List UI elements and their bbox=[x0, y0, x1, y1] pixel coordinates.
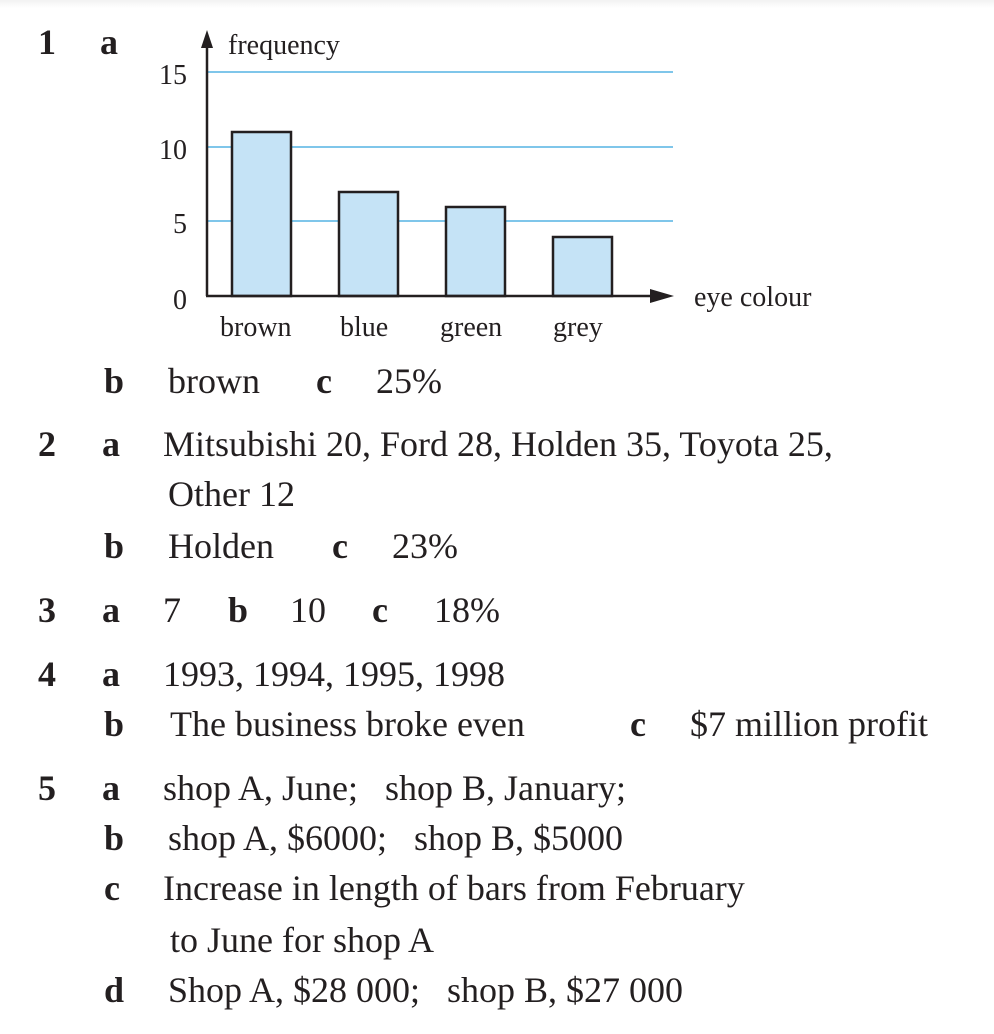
question-4b-label: b bbox=[104, 704, 125, 744]
question-3a-label: a bbox=[102, 590, 120, 630]
question-1-number: 1 bbox=[38, 22, 56, 62]
question-5b-label: b bbox=[104, 818, 125, 858]
question-1b-answer: brown bbox=[168, 361, 260, 401]
x-tick-blue: blue bbox=[340, 312, 389, 343]
question-2a-answer-line1: Mitsubishi 20, Ford 28, Holden 35, Toyota 25, bbox=[163, 424, 833, 464]
question-4-number: 4 bbox=[38, 654, 56, 694]
bar-brown bbox=[232, 132, 291, 296]
question-2-number: 2 bbox=[38, 424, 56, 464]
eye-colour-bar-chart bbox=[0, 0, 994, 360]
y-tick-10: 10 bbox=[159, 135, 187, 166]
y-tick-5: 5 bbox=[173, 209, 187, 240]
question-5b-answer: shop A, $6000; shop B, $5000 bbox=[168, 818, 624, 858]
question-1b-label: b bbox=[104, 361, 125, 401]
question-2a-answer-line2: Other 12 bbox=[168, 474, 295, 514]
question-1a-label: a bbox=[100, 22, 118, 62]
question-1c-answer: 25% bbox=[376, 361, 442, 401]
question-3b-answer: 10 bbox=[290, 590, 326, 630]
question-4c-label: c bbox=[630, 704, 646, 744]
question-3c-label: c bbox=[372, 590, 388, 630]
x-axis-label: eye colour bbox=[694, 282, 812, 313]
y-axis-label: frequency bbox=[228, 30, 340, 61]
x-tick-brown: brown bbox=[220, 312, 292, 343]
question-2b-label: b bbox=[104, 526, 125, 566]
question-2c-label: c bbox=[332, 526, 348, 566]
x-axis-arrow-icon bbox=[650, 289, 674, 303]
bar-blue bbox=[339, 192, 398, 296]
question-5a-label: a bbox=[102, 768, 120, 808]
question-4b-answer: The business broke even bbox=[170, 704, 525, 744]
question-4a-label: a bbox=[102, 654, 120, 694]
y-tick-0: 0 bbox=[173, 285, 187, 316]
x-tick-grey: grey bbox=[553, 312, 603, 343]
y-axis-arrow-icon bbox=[201, 30, 213, 48]
question-4c-answer: $7 million profit bbox=[690, 704, 928, 744]
question-5d-label: d bbox=[104, 970, 125, 1010]
question-2a-label: a bbox=[102, 424, 120, 464]
question-3b-label: b bbox=[228, 590, 249, 630]
question-5c-label: c bbox=[104, 868, 120, 908]
question-5a-answer: shop A, June; shop B, January; bbox=[163, 768, 626, 808]
question-5-number: 5 bbox=[38, 768, 56, 808]
question-5d-answer: Shop A, $28 000; shop B, $27 000 bbox=[168, 970, 684, 1010]
question-5c-answer-line2: to June for shop A bbox=[170, 920, 434, 960]
question-4a-answer: 1993, 1994, 1995, 1998 bbox=[163, 654, 505, 694]
question-5c-answer-line1: Increase in length of bars from February bbox=[163, 868, 745, 908]
question-3a-answer: 7 bbox=[163, 590, 181, 630]
question-3-number: 3 bbox=[38, 590, 56, 630]
y-tick-15: 15 bbox=[159, 60, 187, 91]
bar-grey bbox=[553, 237, 612, 296]
x-tick-green: green bbox=[440, 312, 503, 343]
question-3c-answer: 18% bbox=[434, 590, 500, 630]
question-2c-answer: 23% bbox=[392, 526, 458, 566]
question-1c-label: c bbox=[316, 361, 332, 401]
bar-green bbox=[446, 207, 505, 296]
question-2b-answer: Holden bbox=[168, 526, 274, 566]
